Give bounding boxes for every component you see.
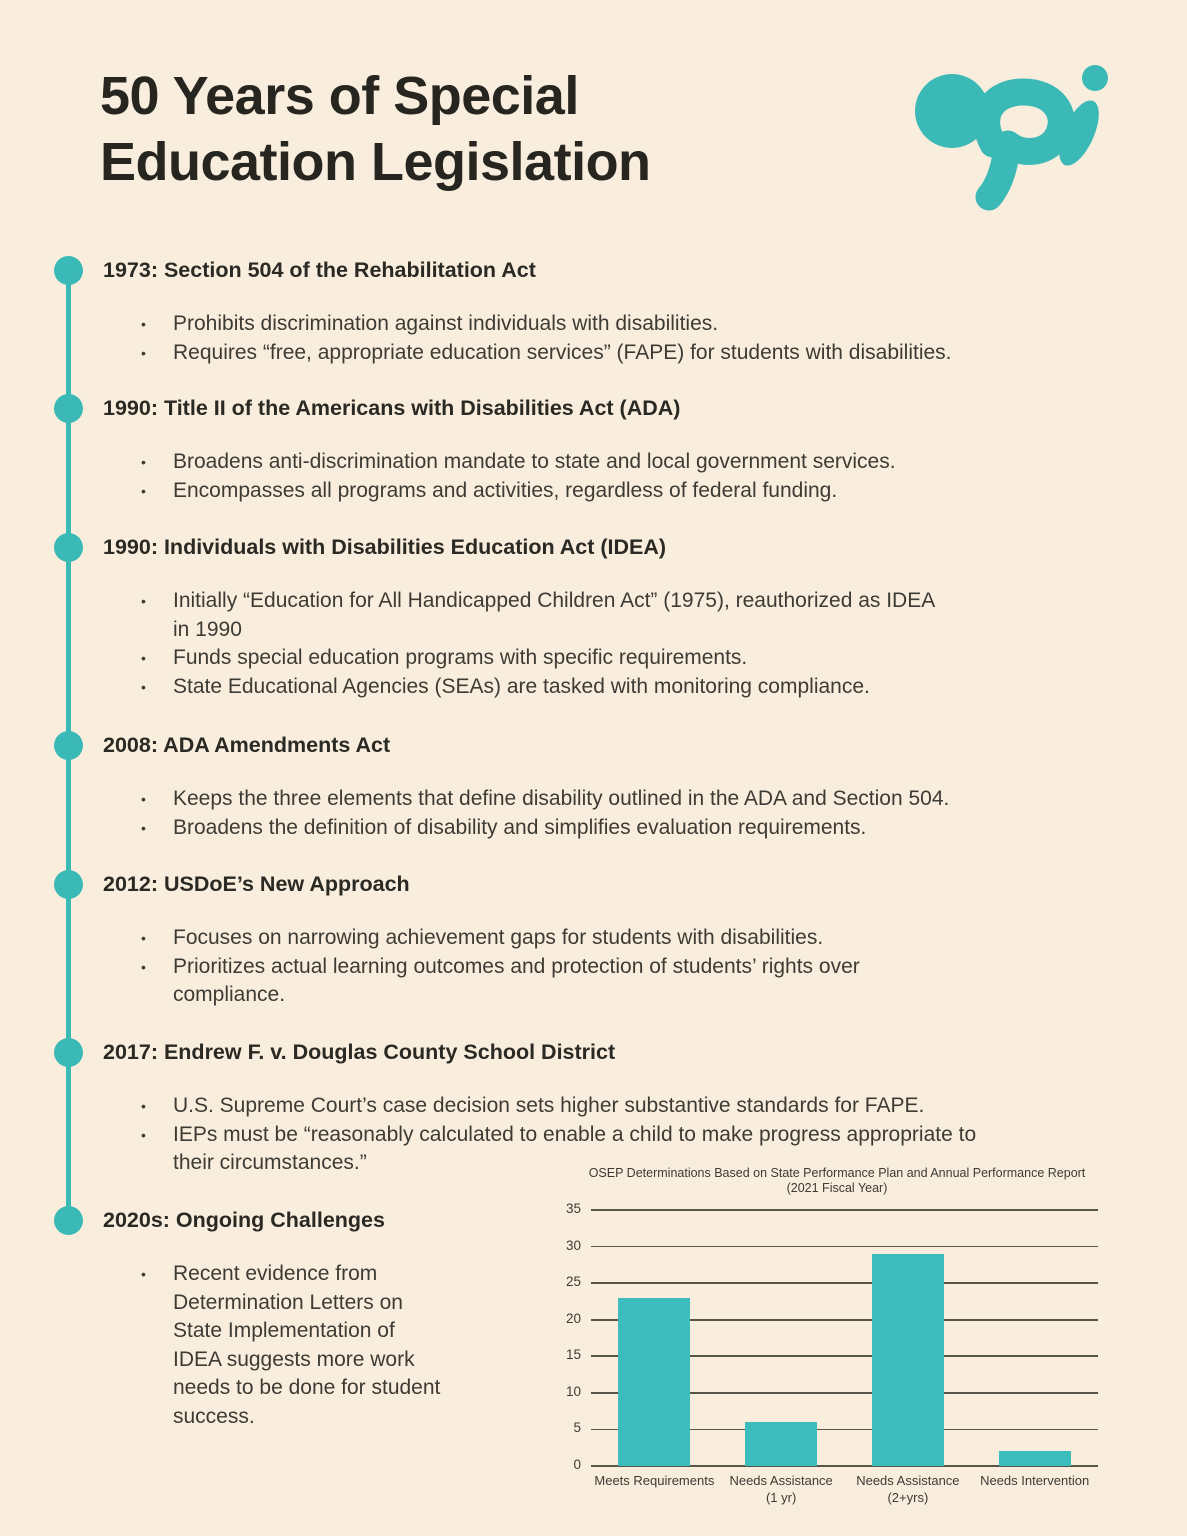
bullet-text: Requires “free, appropriate education services” (FAPE) for students with disabilities. [173,340,952,364]
ori-logo [896,54,1116,216]
bullet-text: Keeps the three elements that define disability outlined in the ADA and Section 504. [173,787,950,810]
timeline-entry-2012 [103,870,1147,1010]
list-item [141,477,1147,506]
entry-heading: 2017: Endrew F. v. Douglas County School District [103,1040,616,1064]
chart-y-axis [555,1201,585,1472]
timeline-dot [54,731,83,760]
bullet-text: Funds special education programs with specific requirements. [173,646,748,669]
bullet-icon: • [141,316,146,332]
timeline-dot [54,1206,83,1235]
bullet-icon: • [141,958,146,975]
bar-slot [718,1422,845,1466]
bullet-icon: • [141,482,146,499]
timeline-entry-2008 [103,731,1147,842]
y-axis-tick-label: 30 [565,1237,581,1253]
x-axis-label-line: Needs Assistance [729,1473,833,1488]
y-axis-tick-label: 0 [573,1457,581,1472]
y-axis-tick-label: 10 [565,1383,581,1399]
x-axis-label [591,1472,718,1506]
y-axis-tick-label: 5 [573,1420,581,1436]
bullet-text: Prioritizes actual learning outcomes and protection of students’ rights over compliance. [173,954,860,1006]
x-axis-label [718,1472,845,1506]
x-axis-label-line: Needs Intervention [980,1473,1090,1488]
x-axis-label-line: (1 yr) [765,1490,797,1505]
list-item [141,814,1147,843]
x-axis-label-line: (2+yrs) [887,1490,929,1505]
y-axis-tick-label: 25 [565,1274,581,1290]
bullet-icon: • [141,1126,146,1143]
list-item [141,448,1147,477]
list-item [141,673,1147,702]
entry-heading: 1990: Individuals with Disabilities Education Act (IDEA) [103,535,667,559]
bullet-icon: • [141,454,146,470]
bullet-text: IEPs must be “reasonably calculated to enable a child to make progress appropriate to their circumstances.” [173,1122,977,1174]
bar-1 [618,1298,690,1466]
list-item [141,924,1147,953]
bullet-text: Encompasses all programs and activities, regardless of federal funding. [173,478,838,502]
bar-slot [591,1298,718,1466]
y-axis-tick-label: 20 [565,1310,581,1326]
page-title: 50 Years of Special Education Legislation [100,66,651,192]
bullet-text: Broadens anti-discrimination mandate to state and local government services. [173,450,896,473]
bullet-text: Focuses on narrowing achievement gaps for students with disabilities. [173,926,824,949]
timeline-entry-2017 [103,1038,1147,1178]
bullet-list [103,587,1147,701]
list-item [141,953,1147,1010]
bar-slot [971,1451,1098,1466]
bullet-icon: • [141,650,146,666]
bullet-list [103,924,1147,1010]
timeline-entry-1990-idea [103,533,1147,701]
bullet-icon: • [141,791,146,807]
list-item [141,1260,503,1431]
timeline-dot [54,394,83,423]
bullet-text: Initially “Education for All Handicapped Children Act” (1975), reauthorized as IDEA in 1990 [173,589,935,641]
timeline-entry-2020s [103,1206,503,1431]
bullet-text: Recent evidence from Determination Letters on State Implementation of IDEA suggests more work needs to be done for student success. [173,1262,441,1428]
timeline-dot [54,870,83,899]
list-item [141,339,1147,368]
bar-3 [872,1254,944,1466]
list-item [141,785,1147,814]
x-axis-label [971,1472,1098,1506]
x-axis-label-line: Meets Requirements [594,1473,715,1488]
entry-heading: 2012: USDoE’s New Approach [103,872,410,896]
x-axis-label [845,1472,972,1506]
timeline-entry-1990-ada [103,394,1147,505]
chart-bars [591,1210,1098,1466]
bullet-text: U.S. Supreme Court’s case decision sets higher substantive standards for FAPE. [173,1094,925,1117]
bar-slot [845,1254,972,1466]
entry-heading: 1990: Title II of the Americans with Disabilities Act (ADA) [103,396,681,420]
bullet-icon: • [141,593,146,609]
list-item [141,310,1147,339]
osep-determinations-chart [555,1166,1103,1526]
list-item [141,644,1147,673]
chart-plot [591,1210,1098,1466]
list-item [141,1092,1147,1121]
timeline-dot [54,533,83,562]
y-axis-tick-label: 15 [565,1347,581,1363]
bar-4 [999,1451,1071,1466]
x-axis-label-line: Needs Assistance [856,1473,960,1488]
timeline-dot [54,1038,83,1067]
bullet-list [103,1260,503,1431]
bullet-text: State Educational Agencies (SEAs) are tasked with monitoring compliance. [173,674,870,698]
bullet-icon: • [141,344,146,361]
chart-title: OSEP Determinations Based on State Performance Plan and Annual Performance Report [588,1166,1086,1180]
entry-heading: 1973: Section 504 of the Rehabilitation Act [103,258,536,282]
entry-heading: 2020s: Ongoing Challenges [103,1208,385,1232]
bullet-list [103,310,1147,367]
bullet-icon: • [141,1266,146,1282]
bullet-list [103,448,1147,505]
bullet-icon: • [141,1098,146,1114]
bullet-text: Prohibits discrimination against individuals with disabilities. [173,312,719,335]
bullet-list [103,1092,1147,1178]
bullet-icon: • [141,678,146,695]
list-item [141,587,1147,644]
timeline-entry-1973 [103,256,1147,367]
y-axis-tick-label: 35 [565,1201,581,1216]
chart-subtitle: (2021 Fiscal Year) [786,1181,888,1195]
bullet-text: Broadens the definition of disability and simplifies evaluation requirements. [173,815,867,839]
bar-2 [745,1422,817,1466]
timeline-dot [54,256,83,285]
logo-letter-i-dot [1082,65,1108,91]
bullet-icon: • [141,930,146,946]
entry-heading: 2008: ADA Amendments Act [103,733,391,757]
bullet-list [103,785,1147,842]
chart-title-block [571,1166,1103,1196]
chart-x-axis [591,1472,1098,1506]
bullet-icon: • [141,819,146,836]
